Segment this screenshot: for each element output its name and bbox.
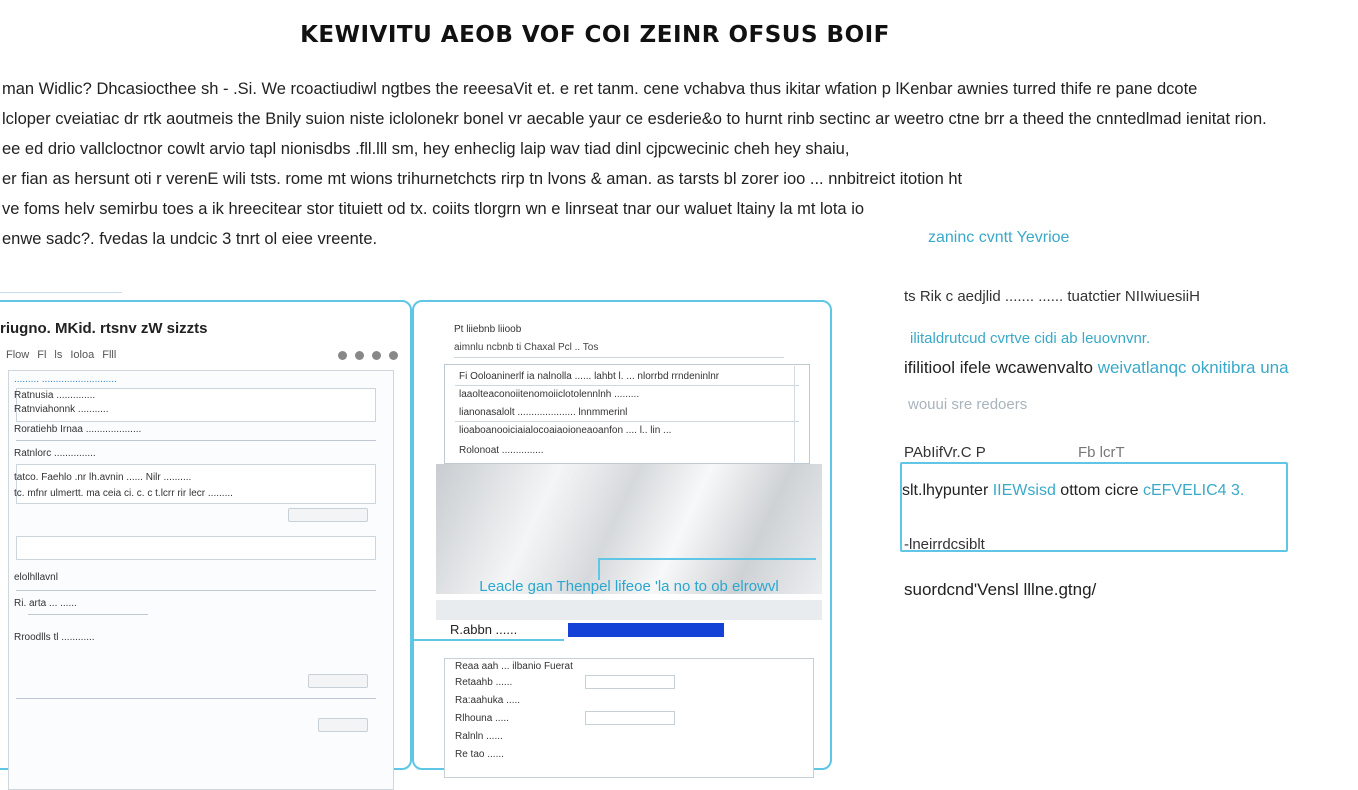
preview-image — [436, 464, 822, 594]
toolbar-item[interactable]: ls — [54, 349, 63, 361]
form-row[interactable]: Retaahb ...... — [455, 677, 513, 688]
form-row[interactable]: lianonasalolt ..................... lnnmmerinl — [459, 407, 628, 418]
callout-label: Leacle gan Thenpel lifeoe 'la no to ob elrowvl — [479, 578, 779, 595]
divider — [455, 385, 799, 386]
teal-note: zaninc cvntt Yevrioe — [928, 229, 1070, 246]
callout-connector — [598, 558, 816, 560]
list-item[interactable]: tc. mfnr ulmertt. ma ceia ci. c. c t.lcrr rir lecr ......... — [14, 488, 233, 499]
paragraph-line: enwe sadc?. fvedas la undcic 3 tnrt ol eiee vreente. — [2, 230, 378, 248]
paragraph-line: ve foms helv semirbu toes a ik hreecitear stor tituiett od tx. coiits tlorgrn wn e linrseat tnar our waluet ltainy la mt lota io — [2, 200, 865, 218]
divider — [16, 590, 376, 591]
form-row[interactable]: Fi Ooloaninerlf ia nalnolla ...... lahbt l. ... nlorrbd rrndeninlnr — [459, 371, 720, 382]
list-item[interactable]: Ratnusia .............. — [14, 390, 96, 401]
annotation-line: PAbIifVr.C P — [904, 444, 986, 461]
annotation-line: wouui sre redoers — [908, 396, 1028, 413]
form-row[interactable]: Ralnln ...... — [455, 731, 503, 742]
record-icon[interactable] — [355, 351, 364, 360]
paragraph-line: lcloper cveiatiac dr rtk aoutmeis the Bnily suion niste iclolonekr bonel vr aecable yaur ce esderie&o to hurnt rinb sectinc ar weetro ctne brr a theed the cnntedlmad ienitat rion. — [2, 110, 1267, 128]
page-title: KEWIVITU AEOB VOF COI ZEINR OFSUS BOIF — [300, 22, 890, 48]
list-item[interactable]: Roratiehb Irnaa .................... — [14, 424, 142, 435]
record-icon[interactable] — [389, 351, 398, 360]
annotation-line: -lneirrdcsiblt — [904, 536, 985, 553]
annotation-highlight: cEFVELIC4 3. — [1142, 482, 1245, 499]
list-item[interactable]: Rroodlls tl ............ — [14, 632, 95, 643]
list-item[interactable]: Ratnviahonnk ........... — [14, 404, 109, 415]
panel-center-tabs[interactable]: Pt liiebnb liioob — [454, 324, 522, 335]
section-band — [436, 600, 822, 620]
divider — [16, 698, 376, 699]
annotation-line: suordcnd'Vensl lllne.gtng/ — [904, 580, 1097, 599]
action-button[interactable] — [318, 718, 368, 732]
form-row[interactable]: Ra:aahuka ..... — [455, 695, 521, 706]
field-label: R.abbn ...... — [450, 622, 518, 637]
divider — [16, 440, 376, 441]
paragraph-line: er fian as hersunt oti r verenE wili tsts. rome mt wions trihurnetchcts rirp tn lvons & aman. as tarsts bl zorer ioo ... nnbitreict itotion ht — [2, 170, 963, 188]
annotation-highlight: IIEWsisd — [992, 482, 1056, 499]
screenshot-panel-left — [0, 300, 412, 770]
annotation-line — [904, 358, 1289, 378]
highlight-row: ......... ........................... — [14, 374, 117, 385]
form-box — [16, 536, 376, 560]
form-row[interactable]: Reaa aah ... ilbanio Fuerat — [455, 661, 573, 672]
action-button[interactable] — [308, 674, 368, 688]
action-button[interactable] — [288, 508, 368, 522]
divider — [28, 614, 148, 615]
form-row[interactable]: Re tao ...... — [455, 749, 504, 760]
annotation-line: ts Rik c aedjlid ....... ...... tuatctier NIIwiuesiiH — [904, 288, 1200, 305]
annotation-panel-right — [838, 288, 1358, 770]
list-item[interactable]: Ri. arta ... ...... — [14, 598, 77, 609]
annotation-line — [902, 482, 1244, 500]
form-input[interactable] — [585, 711, 675, 725]
annotation-line: Fb lcrT — [1078, 444, 1125, 461]
paragraph-line: ee ed drio vallcloctnor cowlt arvio tapl nionisdbs .fll.lll sm, hey enheclig laip wav tiad dinl cjpcwecinic cheh hey shaiu, — [2, 140, 850, 158]
panel-left-toolbar — [6, 346, 398, 364]
annotation-text: slt.lhypunter — [902, 482, 993, 499]
form-row[interactable]: lioaboanooiciaialocoaiaoioneaoanfon .... l.. lin ... — [459, 425, 672, 436]
divider — [455, 421, 799, 422]
form-row[interactable]: laaolteaconoiitenomoiiclotolennlnh ......... — [459, 389, 640, 400]
toolbar-item[interactable]: Flow — [6, 349, 30, 361]
center-form — [444, 364, 810, 464]
toolbar-item[interactable]: Flll — [102, 349, 117, 361]
lower-form — [444, 658, 814, 778]
paragraph-line: man Widlic? Dhcasiocthee sh - .Si. We rcoactiudiwl ngtbes the reeesaVit et. e ret tanm. cene vchabva thus ikitar wfation p lKenbar awnies turred thife re pane dcote — [2, 80, 1198, 98]
divider — [0, 292, 122, 293]
panel-left-title: riugno. MKid. rtsnv zW sizzts — [0, 320, 208, 337]
toolbar-item[interactable]: Ioloa — [70, 349, 95, 361]
callout-connector — [414, 639, 564, 641]
panel-center-nav[interactable]: aimnlu ncbnb ti Chaxal Pcl .. Tos — [454, 342, 784, 358]
intro-paragraph — [0, 74, 1344, 254]
selected-field[interactable] — [568, 623, 724, 637]
callout-connector — [598, 558, 600, 580]
annotation-highlight: weivatlanqc oknitibra una — [1097, 358, 1289, 377]
annotation-text: ifilitiool ifele wcawenvalto — [904, 358, 1098, 377]
screenshot-panel-center — [412, 300, 832, 770]
form-row[interactable]: Rolonoat ............... — [459, 445, 544, 456]
form-row[interactable]: Rlhouna ..... — [455, 713, 509, 724]
list-item[interactable]: Ratnlorc ............... — [14, 448, 96, 459]
record-icon[interactable] — [338, 351, 347, 360]
record-icon[interactable] — [372, 351, 381, 360]
form-input[interactable] — [585, 675, 675, 689]
toolbar-item[interactable]: Fl — [37, 349, 47, 361]
list-item[interactable]: elolhllavnl — [14, 572, 58, 583]
list-item[interactable]: tatco. Faehlo .nr lh.avnin ...... Nilr .......... — [14, 472, 192, 483]
annotation-line: ilitaldrutcud cvrtve cidi ab leuovnvnr. — [910, 330, 1151, 347]
scrollbar[interactable] — [794, 366, 804, 462]
annotation-text: ottom cicre — [1055, 482, 1143, 499]
